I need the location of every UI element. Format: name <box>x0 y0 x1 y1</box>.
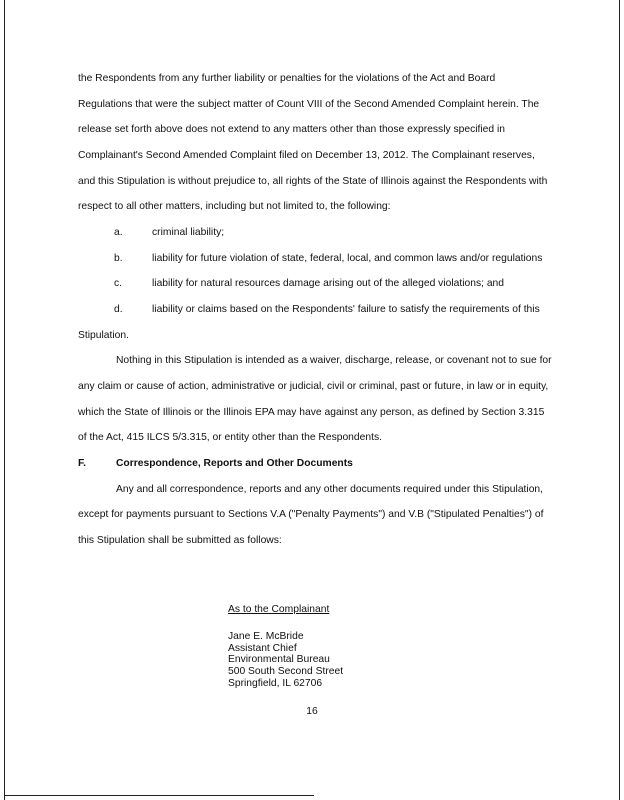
list-text: liability for natural resources damage arising out of the alleged violations; and <box>152 278 505 290</box>
correspondence-paragraph: Any and all correspondence, reports and any other documents required under this Stipulation, except for payments pursuant to Sections V.A ("Penalty Payments") and V.B ("Stipulated Penalties") of this Stipulation shall be submitted as follows: <box>78 483 544 546</box>
list-item-a <box>78 220 552 246</box>
list-text: liability for future violation of state, federal, local, and common laws and/or regulations <box>152 252 543 264</box>
address-line-title: Assistant Chief <box>228 642 297 654</box>
list-label: c. <box>114 278 123 290</box>
list-label: d. <box>114 303 123 315</box>
address-heading: As to the Complainant <box>228 604 330 615</box>
scan-border-bottom <box>4 795 314 796</box>
address-line-street: 500 South Second Street <box>228 666 344 678</box>
waiver-paragraph: Nothing in this Stipulation is intended as a waiver, discharge, release, or covenant not to sue for any claim or cause of action, administrative or judicial, civil or criminal, past or future, in law or in equity, which the State of Illinois or the Illinois EPA may have against any person, as defined by Section 3.315 of the Act, 415 ILCS 5/3.315, or entity other than the Respondents. <box>78 355 552 444</box>
list-item-b <box>78 246 552 272</box>
document-body <box>78 66 552 553</box>
list-label: b. <box>114 252 123 264</box>
address-line-city: Springfield, IL 62706 <box>228 677 323 689</box>
section-title: Correspondence, Reports and Other Documents <box>116 457 353 469</box>
section-label: F. <box>78 457 87 469</box>
list-text: criminal liability; <box>152 226 225 238</box>
list-item-d <box>78 297 552 348</box>
scan-border-left <box>4 0 5 800</box>
address-line-bureau: Environmental Bureau <box>228 654 330 666</box>
list-text: liability or claims based on the Respondents' failure to satisfy the requirements of this Stipulation. <box>78 303 540 341</box>
continuation-paragraph: the Respondents from any further liability or penalties for the violations of the Act and Board Regulations that were the subject matter of Count VIII of the Second Amended Complaint herein. The release set forth above does not extend to any matters other than those expressly specified in Complainant's Second Amended Complaint filed on December 13, 2012. The Complainant reserves, and this Stipulation is without prejudice to, all rights of the State of Illinois against the Respondents with respect to all other matters, including but not limited to, the following: <box>78 73 548 213</box>
complainant-address-block <box>228 604 343 690</box>
scan-border-right <box>619 0 620 800</box>
list-label: a. <box>114 226 123 238</box>
page-number: 16 <box>306 706 318 717</box>
section-f-heading <box>78 451 552 477</box>
address-line-name: Jane E. McBride <box>228 630 304 642</box>
list-item-c <box>78 271 552 297</box>
